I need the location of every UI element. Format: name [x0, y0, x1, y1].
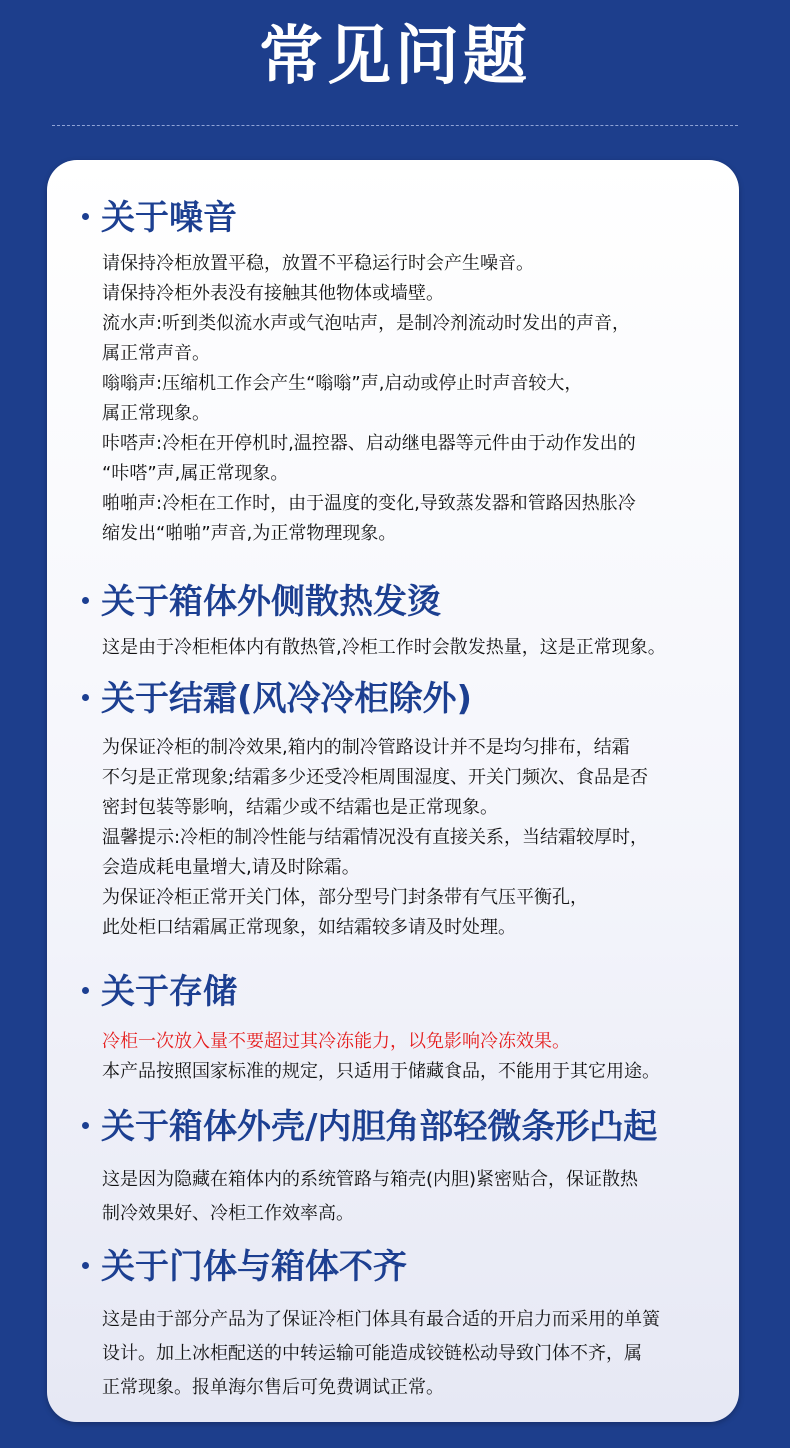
- door-line: 设计。加上冰柜配送的中转运输可能造成铰链松动导致门体不齐，属: [102, 1343, 642, 1364]
- noise-line: 流水声:听到类似流水声或气泡咕声，是制冷剂流动时发出的声音，: [102, 313, 631, 334]
- heading-noise-label: 关于噪音: [101, 198, 237, 238]
- frost-line: 为保证冷柜的制冷效果,箱内的制冷管路设计并不是均匀排布，结霜: [102, 737, 630, 758]
- heading-storage-label: 关于存储: [101, 972, 237, 1012]
- frost-line: 不匀是正常现象;结霜多少还受冷柜周围湿度、开关门频次、食品是否: [102, 767, 649, 788]
- heading-bulge-label: 关于箱体外壳/内胆角部轻微条形凸起: [101, 1107, 658, 1147]
- storage-warning-line: 冷柜一次放入量不要超过其冷冻能力，以免影响冷冻效果。: [102, 1031, 570, 1052]
- frost-line: 密封包装等影响，结霜少或不结霜也是正常现象。: [102, 797, 498, 818]
- frost-body: [102, 733, 722, 943]
- frost-line: 会造成耗电量增大,请及时除霜。: [102, 857, 360, 878]
- noise-line: 请保持冷柜放置平稳，放置不平稳运行时会产生噪音。: [102, 253, 534, 274]
- storage-body: [102, 1027, 722, 1087]
- bullet-dot: [82, 597, 89, 604]
- bullet-dot: [82, 987, 89, 994]
- door-line: 正常现象。报单海尔售后可免费调试正常。: [102, 1377, 444, 1398]
- noise-line: 嗡嗡声:压缩机工作会产生“嗡嗡”声,启动或停止时声音较大，: [102, 373, 583, 394]
- noise-line: 啪啪声:冷柜在工作时，由于温度的变化,导致蒸发器和管路因热胀冷: [102, 493, 636, 514]
- noise-body: [102, 249, 722, 549]
- bullet-dot: [82, 213, 89, 220]
- bulge-line: 这是因为隐藏在箱体内的系统管路与箱壳(内胆)紧密贴合，保证散热: [102, 1169, 639, 1190]
- door-body: [102, 1303, 722, 1405]
- heat-body: [102, 631, 722, 665]
- bullet-dot: [82, 1262, 89, 1269]
- bullet-dot: [82, 1122, 89, 1129]
- frost-line: 为保证冷柜正常开关门体，部分型号门封条带有气压平衡孔，: [102, 887, 588, 908]
- heat-line: 这是由于冷柜柜体内有散热管,冷柜工作时会散发热量，这是正常现象。: [102, 637, 666, 658]
- heading-frost: [82, 677, 472, 721]
- bullet-dot: [82, 694, 89, 701]
- heading-frost-label: 关于结霜(风冷冷柜除外): [101, 679, 473, 719]
- noise-line: 缩发出“啪啪”声音,为正常物理现象。: [102, 523, 397, 544]
- frost-line: 温馨提示:冷柜的制冷性能与结霜情况没有直接关系，当结霜较厚时，: [102, 827, 649, 848]
- noise-line: 咔嗒声:冷柜在开停机时,温控器、启动继电器等元件由于动作发出的: [102, 433, 636, 454]
- bulge-line: 制冷效果好、冷柜工作效率高。: [102, 1203, 354, 1224]
- door-line: 这是由于部分产品为了保证冷柜门体具有最合适的开启力而采用的单簧: [102, 1309, 660, 1330]
- bulge-body: [102, 1163, 722, 1231]
- heading-noise: [82, 196, 237, 240]
- noise-line: 属正常现象。: [102, 403, 210, 424]
- heading-door: [82, 1245, 407, 1289]
- heading-bulge: [82, 1105, 657, 1149]
- noise-line: 请保持冷柜外表没有接触其他物体或墙壁。: [102, 283, 444, 304]
- title-divider: [52, 125, 738, 126]
- heading-heat: [82, 580, 441, 624]
- noise-line: 属正常声音。: [102, 343, 210, 364]
- page-title: 常见问题: [259, 20, 531, 94]
- storage-line: 本产品按照国家标准的规定，只适用于储藏食品，不能用于其它用途。: [102, 1061, 660, 1082]
- heading-door-label: 关于门体与箱体不齐: [101, 1247, 407, 1287]
- heading-storage: [82, 970, 237, 1014]
- noise-line: “咔嗒”声,属正常现象。: [102, 463, 289, 484]
- heading-heat-label: 关于箱体外侧散热发烫: [101, 582, 441, 622]
- frost-line: 此处柜口结霜属正常现象，如结霜较多请及时处理。: [102, 917, 516, 938]
